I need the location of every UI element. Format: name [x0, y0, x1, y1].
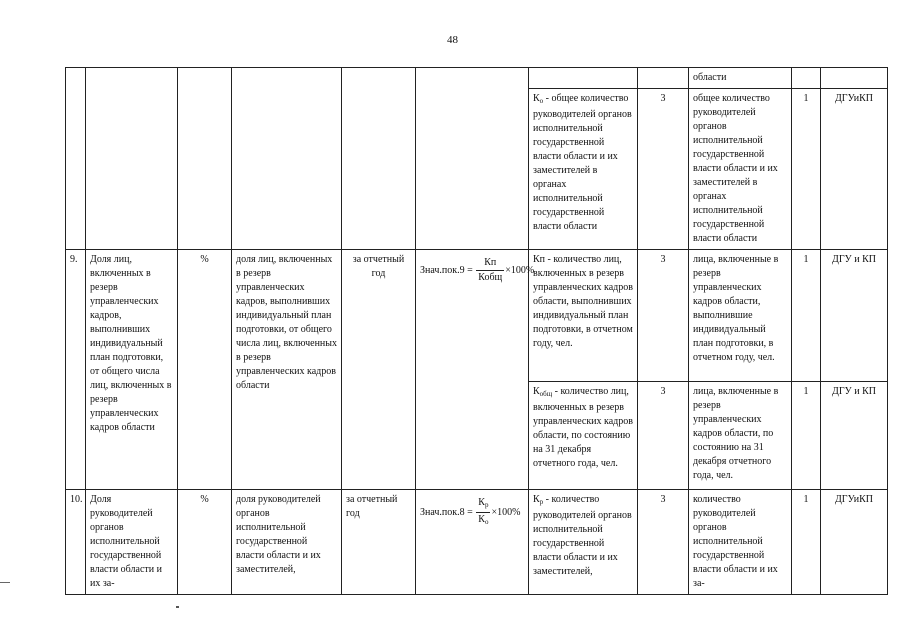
- cell-definition: доля лиц, включенных в резерв управленческих кадров, выполнивших индивидуальный план подготовки, от общего числа лиц, включенных в резерв управленческих кадров области: [232, 250, 342, 490]
- formula-numerator-symbol: К: [478, 497, 485, 508]
- cell-period: за отчетный год: [342, 250, 416, 490]
- cell-variable-description: лица, включенные в резерв управленческих кадров области, выполнившие индивидуальный план подготовки, в отчетном году, чел.: [689, 250, 792, 382]
- cell-period: за отчетный год: [342, 490, 416, 595]
- cell-definition: доля руководителей органов исполнительной государственной власти области и их заместителей,: [232, 490, 342, 595]
- formula-denominator: Кобщ: [478, 272, 503, 283]
- cell-formula: [416, 250, 535, 490]
- cell-variable-description: области: [689, 68, 792, 89]
- cell-unit: %: [178, 490, 232, 595]
- variable-symbol: К: [533, 386, 540, 397]
- cell-indicator-name: [86, 68, 178, 250]
- cell-indicator-name: Доля руководителей органов исполнительной государственной власти области и их за-: [86, 490, 178, 595]
- scan-artifact: [0, 582, 10, 583]
- cell-level: 1: [792, 89, 821, 250]
- scan-artifact: [176, 606, 179, 608]
- cell-indicator-name: Доля лиц, включенных в резерв управленческих кадров, выполнивших индивидуальный план подготовки, от общего числа лиц, включенных в резерв управленческих кадров области: [86, 250, 178, 490]
- cell-unit: [178, 68, 232, 250]
- variable-subscript: общ: [539, 390, 553, 398]
- formula-denominator-subscript: о: [484, 518, 489, 526]
- cell-level: 1: [792, 250, 821, 382]
- cell-unit: %: [178, 250, 232, 490]
- cell-variable: $К_о$ - общее количество руководителей органов исполнительной государственной власти области и их заместителей в органах исполнительной государственной власти области: [529, 89, 638, 250]
- formula-label: Знач.пок.9 =: [420, 264, 473, 276]
- table-row: [66, 250, 888, 382]
- cell-variable-description: лица, включенные в резерв управленческих кадров области, по состоянию на 31 декабря отчетного года, чел.: [689, 382, 792, 490]
- cell-method: 3: [638, 490, 689, 595]
- formula-numerator: Кп: [476, 256, 504, 271]
- variable-subscript: р: [539, 498, 544, 506]
- cell-variable-description: общее количество руководителей органов исполнительной государственной власти области и их заместителей в органах исполнительной государственной власти области: [689, 89, 792, 250]
- cell-responsible: ДГУ и КП: [821, 382, 888, 490]
- formula-fraction: [476, 496, 490, 529]
- cell-method: 3: [638, 89, 689, 250]
- cell-responsible: ДГУиКП: [821, 490, 888, 595]
- cell-number: 9.: [66, 250, 86, 490]
- cell-variable: Кп - количество лиц, включенных в резерв управленческих кадров области, выполнивших индивидуальный план подготовки, в отчетном году, чел.: [529, 250, 638, 382]
- cell-method: 3: [638, 382, 689, 490]
- cell-formula: [416, 68, 529, 250]
- cell-variable-description: количество руководителей органов исполнительной государственной власти области и их за-: [689, 490, 792, 595]
- formula-denominator: [476, 513, 490, 529]
- formula-label: Знач.пок.8 =: [420, 506, 473, 518]
- indicator-table: [65, 67, 888, 595]
- formula-denominator-symbol: К: [478, 514, 485, 525]
- cell-variable: [529, 68, 638, 89]
- cell-number: 10.: [66, 490, 86, 595]
- formula-fraction: [476, 256, 504, 285]
- cell-period: [342, 68, 416, 250]
- variable-text: - количество руководителей органов исполнительной государственной власти области и их заместителей,: [533, 494, 632, 577]
- cell-level: [792, 68, 821, 89]
- cell-number: [66, 68, 86, 250]
- cell-method: 3: [638, 250, 689, 382]
- variable-symbol: К: [533, 93, 540, 104]
- table-row: [66, 68, 888, 89]
- cell-formula: [416, 490, 529, 595]
- formula-tail: ×100%: [491, 506, 521, 518]
- cell-responsible: ДГУ и КП: [821, 250, 888, 382]
- cell-definition: [232, 68, 342, 250]
- page-number: 48: [447, 34, 458, 46]
- formula-numerator: [476, 496, 490, 513]
- variable-text: общее количество руководителей органов исполнительной государственной власти области и их заместителей в органах исполнительной государственной власти области: [533, 93, 632, 232]
- cell-responsible: ДГУиКП: [821, 89, 888, 250]
- variable-subscript: о: [539, 97, 544, 105]
- cell-variable: [529, 382, 638, 490]
- formula-tail: ×100%: [505, 264, 535, 276]
- cell-level: 1: [792, 490, 821, 595]
- cell-responsible: [821, 68, 888, 89]
- variable-text: - количество лиц, включенных в резерв управленческих кадров области, по состоянию на 31 декабря отчетного года, чел.: [533, 386, 633, 469]
- cell-method: [638, 68, 689, 89]
- variable-symbol: К: [533, 494, 540, 505]
- cell-level: 1: [792, 382, 821, 490]
- formula-numerator-subscript: р: [484, 501, 489, 509]
- table-row: [66, 490, 888, 595]
- cell-variable: [529, 490, 638, 595]
